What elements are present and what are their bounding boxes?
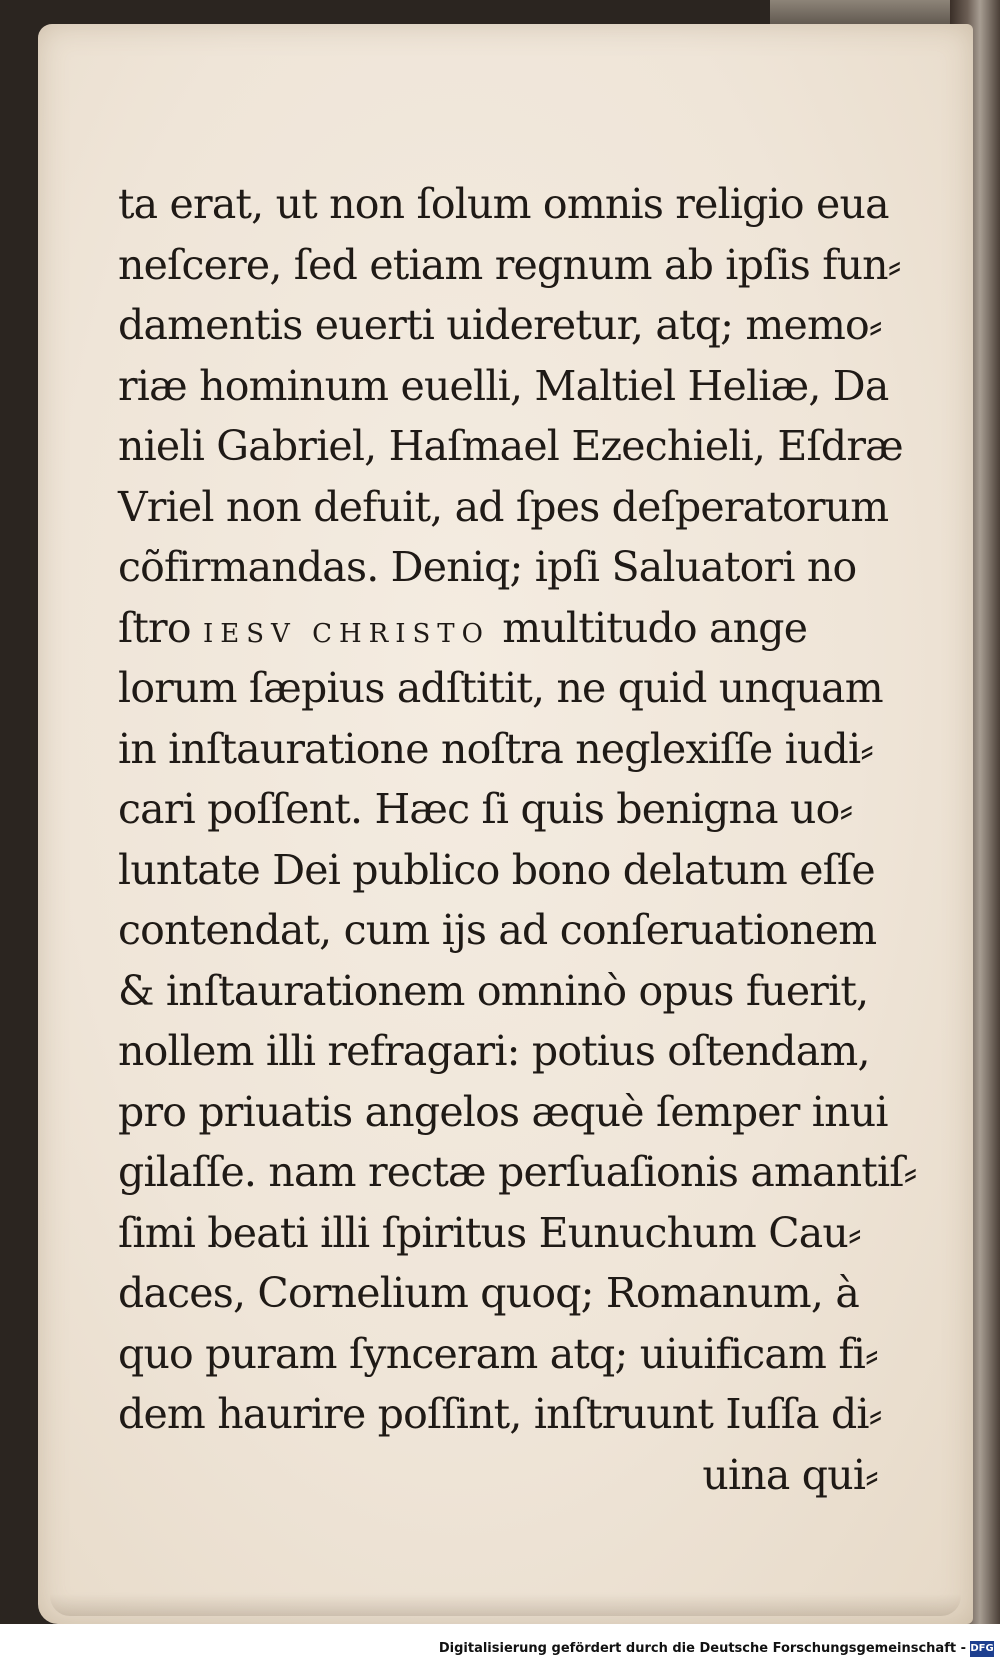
text-line: lorum ſæpius adſtitit, ne quid unquam — [118, 664, 883, 712]
book-page — [38, 24, 973, 1624]
text-line: ſimi beati illi ſpiritus Eunuchum Cau⸗ — [118, 1208, 861, 1257]
digitization-footer — [0, 1624, 1000, 1662]
text-line: in inſtauratione noſtra neglexiſſe iudi⸗ — [118, 724, 874, 773]
text-line: quo puram ſynceram atq; uiuificam fi⸗ — [118, 1329, 878, 1378]
dfg-logo-icon: DFG — [970, 1641, 994, 1657]
text-line: nieli Gabriel, Haſmael Ezechieli, Eſdræ — [118, 422, 903, 470]
text-line — [118, 598, 878, 659]
text-line: riæ hominum euelli, Maltiel Heliæ, Da — [118, 361, 889, 410]
text-fragment: ſtro — [118, 603, 191, 652]
small-caps-name: IESV CHRISTO — [202, 618, 490, 649]
text-line: dem haurire poſſint, inſtruunt Iuſſa di⸗ — [118, 1390, 882, 1438]
text-line: daces, Cornelium quoq; Romanum, à — [118, 1269, 859, 1317]
text-line: & inſtaurationem omninò opus fuerit, — [118, 966, 869, 1015]
text-line: cari poſſent. Hæc ſi quis benigna uo⸗ — [118, 785, 853, 833]
text-line: contendat, cum ijs ad conſeruationem — [118, 906, 877, 954]
page-text — [118, 174, 917, 1505]
text-line: neſcere, ſed etiam regnum ab ipſis fun⸗ — [118, 240, 901, 289]
text-line: nollem illi refragari: potius oſtendam, — [118, 1027, 870, 1075]
catchword-line: uina qui⸗ — [702, 1450, 878, 1499]
text-line: Vriel non defuit, ad ſpes deſperatorum — [118, 482, 889, 531]
text-fragment: multitudo ange — [502, 603, 808, 652]
funding-credit: Digitalisierung gefördert durch die Deutsche Forschungsgemeinschaft - — [438, 1641, 966, 1656]
text-line: gilaſſe. nam rectæ perſuaſionis amantiſ⸗ — [118, 1148, 917, 1196]
text-line: ta erat, ut non ſolum omnis religio eua — [118, 180, 889, 228]
text-line: luntate Dei publico bono delatum eſſe — [118, 845, 875, 894]
text-line: damentis euerti uideretur, atq; memo⸗ — [118, 301, 882, 349]
text-line: cõfirmandas. Deniq; ipſi Saluatori no — [118, 543, 857, 591]
text-line: pro priuatis angelos æquè ſemper inui — [118, 1087, 888, 1136]
